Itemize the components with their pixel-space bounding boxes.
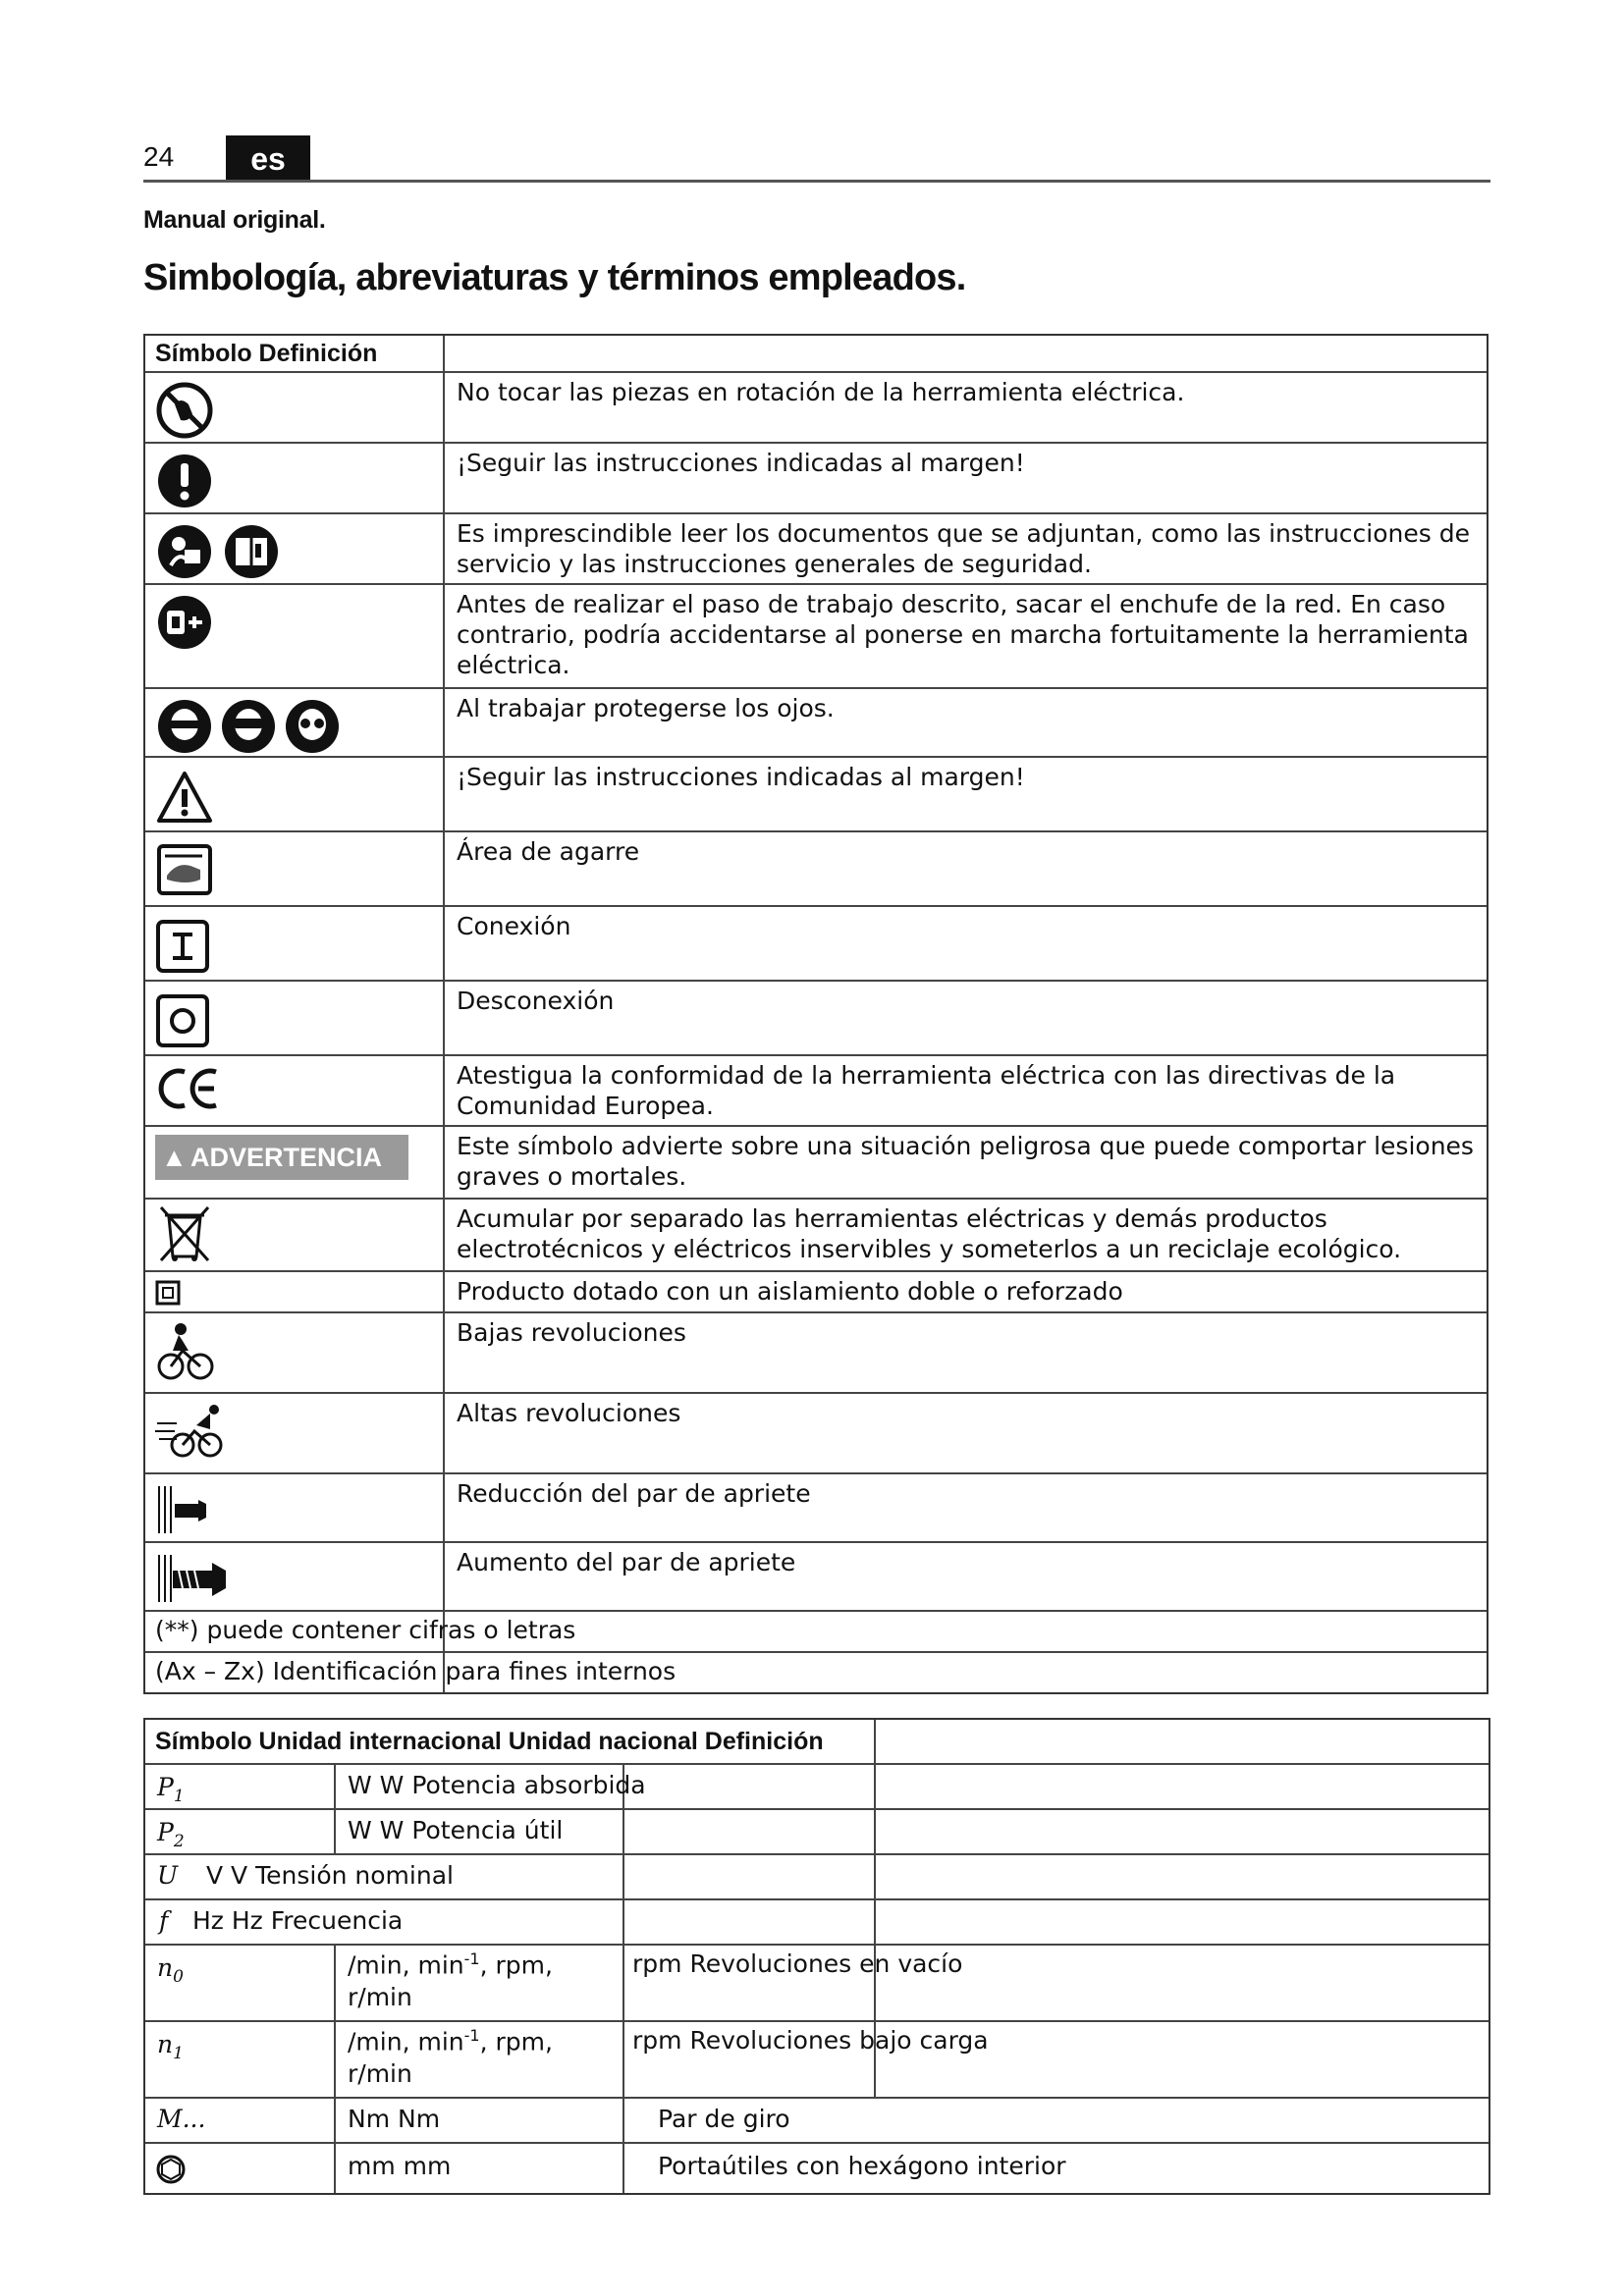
unit-definition: Par de giro (658, 2105, 790, 2133)
unit-international-line2: r/min (348, 1983, 412, 2011)
eye-protection-icon (155, 697, 342, 756)
table-row (145, 1270, 1487, 1311)
unit-international-line2: r/min (348, 2059, 412, 2088)
table-row (145, 1808, 1489, 1853)
table-row (145, 1541, 1487, 1610)
no-touch-rotating-icon (155, 381, 214, 440)
language-badge: es (226, 135, 310, 181)
table-note (145, 1610, 1487, 1651)
table-row (145, 2097, 1489, 2142)
page-header (143, 135, 1490, 183)
unit-symbol: $n_1$ (157, 2030, 184, 2063)
table-row (145, 1472, 1487, 1541)
advertencia-label (155, 1135, 408, 1180)
symbols-header-text: Símbolo Definición (145, 336, 445, 371)
unit-symbol: M... (157, 2105, 206, 2133)
unit-symbol: U (157, 1861, 179, 1890)
power-on-icon (155, 919, 210, 974)
unplug-icon (155, 593, 214, 652)
table-row (145, 687, 1487, 756)
table-row (145, 830, 1487, 905)
unit-symbol: $n_0$ (157, 1953, 184, 1987)
row-definition: Es imprescindible leer los documentos que se adjuntan, como las instrucciones de servicio y las instrucciones generales de seguridad. (457, 519, 1470, 578)
torque-increase-icon (155, 1551, 234, 1606)
note-text: (Ax – Zx) Identificación para fines internos (155, 1657, 677, 1685)
read-documents-icon (155, 522, 293, 581)
row-definition: ¡Seguir las instrucciones indicadas al margen! (457, 763, 1025, 791)
warning-triangle-icon (155, 770, 214, 825)
grip-area-icon (155, 842, 214, 897)
symbols-table (143, 334, 1489, 1694)
unit-international: mm mm (348, 2152, 452, 2180)
row-definition: Altas revoluciones (457, 1399, 681, 1427)
row-definition: ¡Seguir las instrucciones indicadas al margen! (457, 449, 1025, 477)
symbols-table-header (145, 336, 1487, 371)
page-title: Simbología, abreviaturas y términos empleados. (143, 257, 966, 298)
table-row (145, 2020, 1489, 2097)
row-definition: Desconexión (457, 987, 615, 1015)
table-row (145, 1392, 1487, 1472)
unit-symbol: f (159, 1906, 169, 1935)
power-off-icon (155, 993, 210, 1048)
units-header-text: Símbolo Unidad internacional Unidad nacional Definición (155, 1728, 824, 1755)
table-row (145, 2142, 1489, 2193)
warning-triangle-icon: ▲ (161, 1143, 188, 1172)
table-row (145, 1311, 1487, 1392)
unit-symbol: $P_1$ (157, 1773, 185, 1806)
torque-reduce-icon (155, 1482, 214, 1537)
unit-definition: W W Potencia útil (348, 1816, 564, 1844)
row-definition: Al trabajar protegerse los ojos. (457, 694, 835, 722)
table-row (145, 756, 1487, 830)
row-definition: Producto dotado con un aislamiento doble o reforzado (457, 1277, 1123, 1306)
double-insulation-icon (155, 1280, 181, 1306)
table-row (145, 1198, 1487, 1270)
page-number: 24 (143, 141, 175, 172)
note-text: (**) puede contener cifras o letras (155, 1616, 576, 1644)
table-row (145, 1763, 1489, 1808)
table-row (145, 512, 1487, 583)
unit-definition: Portaútiles con hexágono interior (658, 2152, 1066, 2180)
table-row (145, 1054, 1487, 1125)
unit-definition: W W Potencia absorbida (348, 1771, 646, 1799)
units-table-header (145, 1720, 1489, 1763)
row-definition: Conexión (457, 912, 571, 940)
table-row (145, 905, 1487, 980)
row-definition: Atestigua la conformidad de la herramienta eléctrica con las directivas de la Comunidad Europea. (457, 1061, 1396, 1120)
table-row (145, 583, 1487, 687)
unit-definition: rpm Revoluciones bajo carga (632, 2026, 989, 2055)
header-rule (143, 180, 1490, 183)
unit-definition: V V Tensión nominal (206, 1861, 454, 1890)
fast-bicycle-icon (155, 1402, 234, 1461)
row-definition: Bajas revoluciones (457, 1318, 686, 1347)
crossed-bin-icon (155, 1203, 214, 1264)
unit-international: /min, $\min^{-1}$, rpm, (348, 1949, 553, 1980)
unit-definition: Hz Hz Frecuencia (192, 1906, 404, 1935)
table-row (145, 371, 1487, 442)
unit-definition: rpm Revoluciones en vacío (632, 1949, 963, 1978)
table-row (145, 442, 1487, 512)
unit-symbol: $P_2$ (157, 1818, 185, 1851)
unit-international: Nm Nm (348, 2105, 441, 2133)
row-definition: Área de agarre (457, 837, 640, 866)
table-row (145, 1944, 1489, 2020)
table-row (145, 980, 1487, 1054)
slow-bicycle-icon (155, 1321, 218, 1384)
row-definition: Aumento del par de apriete (457, 1548, 796, 1576)
table-row (145, 1853, 1489, 1898)
ce-mark-icon (155, 1064, 224, 1113)
hexagon-socket-icon (155, 2154, 187, 2191)
row-definition: Acumular por separado las herramientas eléctricas y demás productos electrotécnicos y eléctricos inservibles y someterlos a un reciclaje ecológico. (457, 1204, 1402, 1263)
units-table (143, 1718, 1490, 2195)
row-definition: Este símbolo advierte sobre una situación peligrosa que puede comportar lesiones graves o mortales. (457, 1132, 1474, 1191)
table-note (145, 1651, 1487, 1692)
table-row (145, 1125, 1487, 1198)
manual-subtitle: Manual original. (143, 206, 326, 234)
row-definition: Antes de realizar el paso de trabajo descrito, sacar el enchufe de la red. En caso contrario, podría accidentarse al ponerse en marcha fortuitamente la herramienta eléctrica. (457, 590, 1469, 679)
table-row (145, 1898, 1489, 1944)
row-definition: Reducción del par de apriete (457, 1479, 811, 1508)
exclamation-icon (155, 452, 214, 510)
row-definition: No tocar las piezas en rotación de la herramienta eléctrica. (457, 378, 1185, 406)
advertencia-text: ADVERTENCIA (190, 1143, 383, 1172)
unit-international: /min, $\min^{-1}$, rpm, (348, 2026, 553, 2056)
